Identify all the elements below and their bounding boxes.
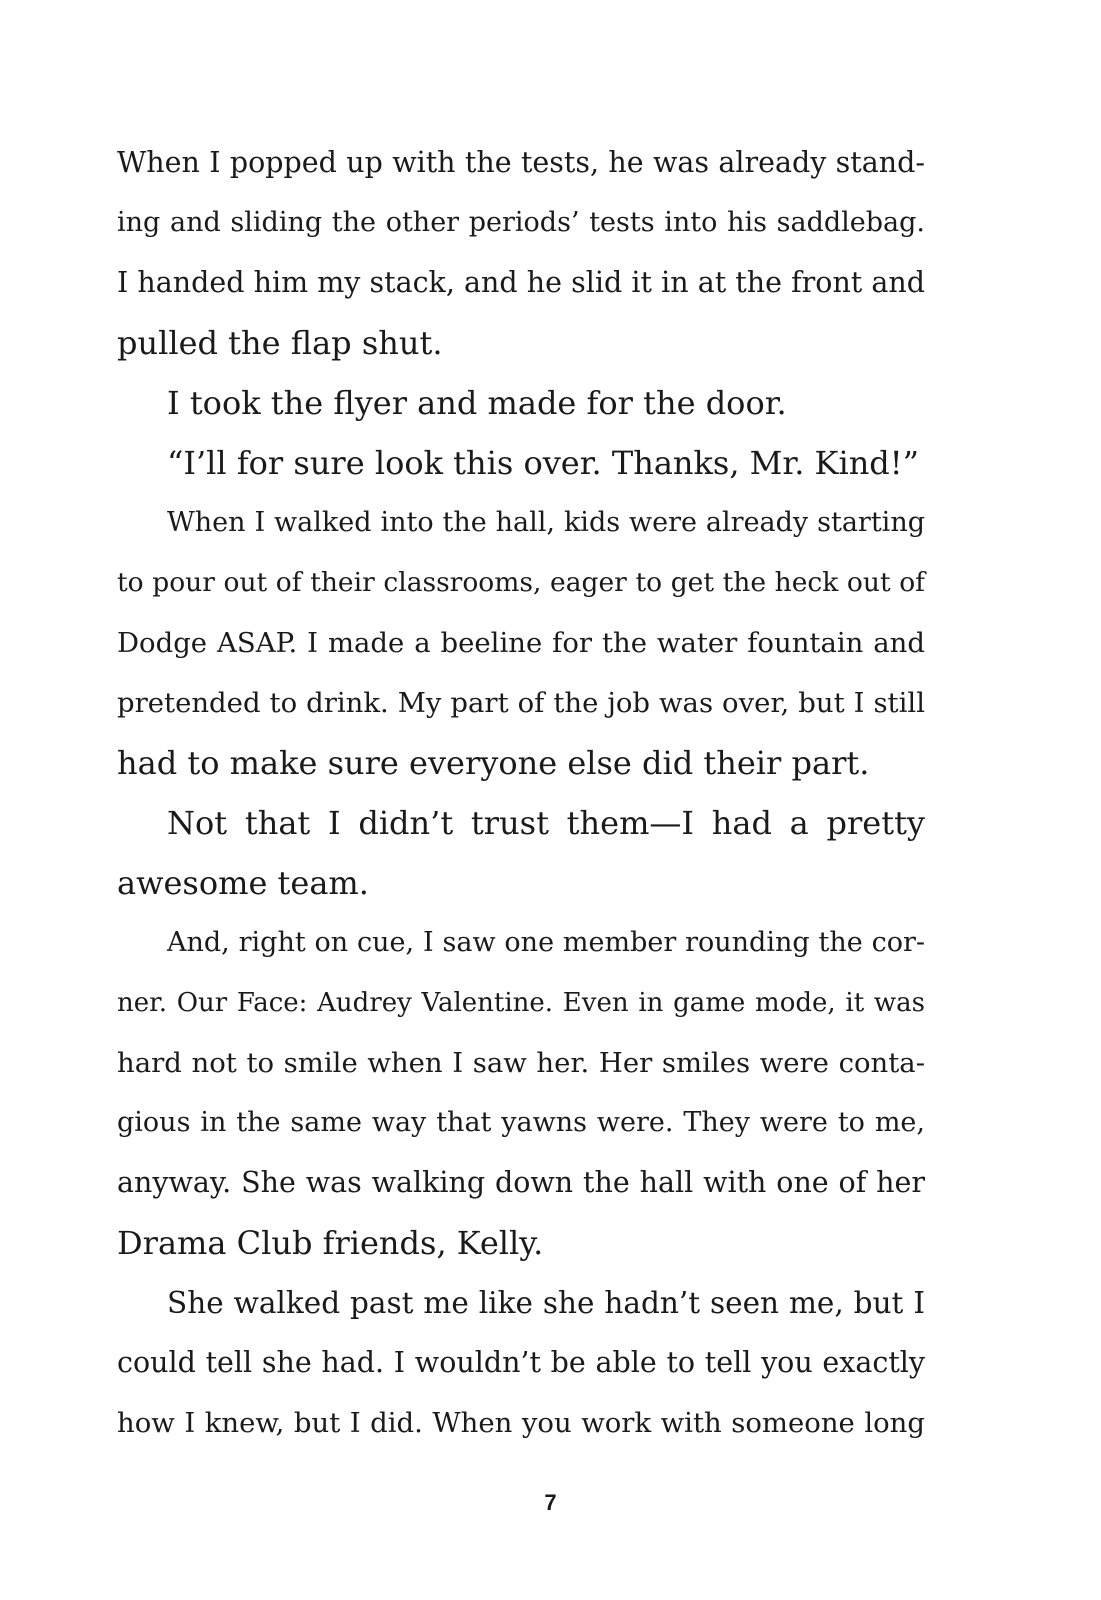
text-line: gious in the same way that yawns were. They were to me, (117, 1107, 925, 1138)
text-line: pulled the flap shut. (117, 324, 443, 362)
text-line: And, right on cue, I saw one member rounding the cor- (167, 927, 925, 958)
text-line: She walked past me like she hadn’t seen me, but I (167, 1286, 925, 1320)
text-line: how I knew, but I did. When you work with someone long (117, 1407, 925, 1439)
text-line: When I popped up with the tests, he was already stand- (117, 146, 925, 179)
text-line: to pour out of their classrooms, eager to get the heck out of (117, 567, 925, 598)
text-line: Not that I didn’t trust them—I had a pretty (167, 804, 925, 842)
text-line: ing and sliding the other periods’ tests into his saddlebag. (117, 207, 925, 238)
text-line: awesome team. (117, 864, 369, 902)
text-line: had to make sure everyone else did their part. (117, 744, 870, 782)
text-line: I handed him my stack, and he slid it in at the front and (117, 266, 925, 299)
text-line: ner. Our Face: Audrey Valentine. Even in game mode, it was (117, 988, 925, 1018)
text-line: anyway. She was walking down the hall with one of her (117, 1166, 925, 1199)
text-line: Dodge ASAP. I made a beeline for the water fountain and (117, 627, 925, 659)
body-text (117, 133, 925, 1453)
text-line: When I walked into the hall, kids were already starting (167, 507, 925, 538)
text-line: Drama Club friends, Kelly. (117, 1224, 544, 1262)
text-line: pretended to drink. My part of the job was over, but I still (117, 687, 925, 719)
text-line: I took the flyer and made for the door. (167, 384, 787, 422)
text-line: “I’ll for sure look this over. Thanks, Mr. Kind!” (167, 444, 919, 482)
text-line: could tell she had. I wouldn’t be able to tell you exactly (117, 1346, 925, 1379)
page-number: 7 (544, 1490, 557, 1515)
text-line: hard not to smile when I saw her. Her smiles were conta- (117, 1047, 925, 1079)
